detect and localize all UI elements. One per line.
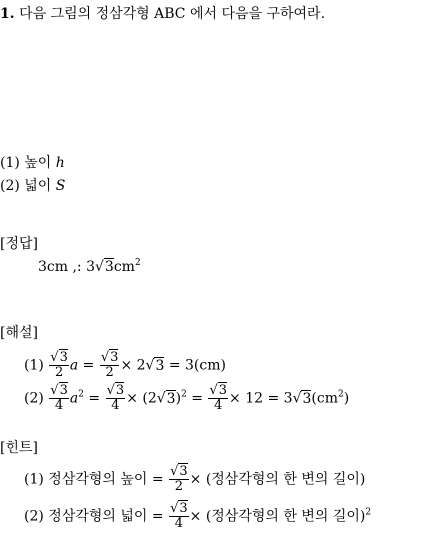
item-label: (2) 넓이 <box>0 178 52 194</box>
figure-area <box>0 30 442 150</box>
sqrt-symbol: √3 <box>95 259 114 275</box>
problem-item-2 <box>0 178 65 194</box>
fraction: $\frac{√3}{4}$ <box>50 383 68 413</box>
fraction: $\frac{√3}{4}$ <box>170 501 188 531</box>
hint-line-1: (1) 정삼각형의 높이 = $\frac{√3}{2}$ × (정삼각형의 한 변의 길이) <box>24 464 366 494</box>
problem-statement <box>0 6 325 22</box>
fraction: $\frac{√3}{2}$ <box>50 350 68 380</box>
item-label: (1) 높이 <box>0 155 52 171</box>
fraction: $\frac{√3}{2}$ <box>170 464 188 494</box>
item-variable: S <box>55 178 66 194</box>
answer-heading: [정답] <box>0 236 38 252</box>
hint-line-2: (2) 정삼각형의 넓이 = $\frac{√3}{4}$ × (정삼각형의 한 변의 길이)$^2$ <box>24 501 372 531</box>
answer-text: 3cm ,: $3√3cm^2$ <box>38 258 141 275</box>
fraction: $\frac{√3}{4}$ <box>209 383 228 413</box>
explanation-heading: [해설] <box>0 325 38 341</box>
hint-heading: [힌트] <box>0 440 38 456</box>
problem-number: 1. <box>0 6 15 22</box>
explanation-line-1: (1) $\frac{√3}{2}$ a = $\frac{√3}{2}$ × 2√3 = 3(cm) <box>24 350 226 380</box>
problem-item-1 <box>0 155 65 171</box>
fraction: $\frac{√3}{2}$ <box>100 350 119 380</box>
item-variable: h <box>55 155 65 171</box>
answer-value: 3cm ,: 3 <box>38 259 95 275</box>
fraction: $\frac{√3}{4}$ <box>106 383 125 413</box>
problem-text: 다음 그림의 정삼각형 ABC 에서 다음을 구하여라. <box>19 6 326 22</box>
answer-unit: cm <box>113 259 135 275</box>
explanation-line-2: (2) $\frac{√3}{4}$ $a^2$ = $\frac{√3}{4}$ × $(2√3)^2$ = $\frac{√3}{4}$ × $12 = 3√3(cm^2)$ <box>24 383 350 413</box>
